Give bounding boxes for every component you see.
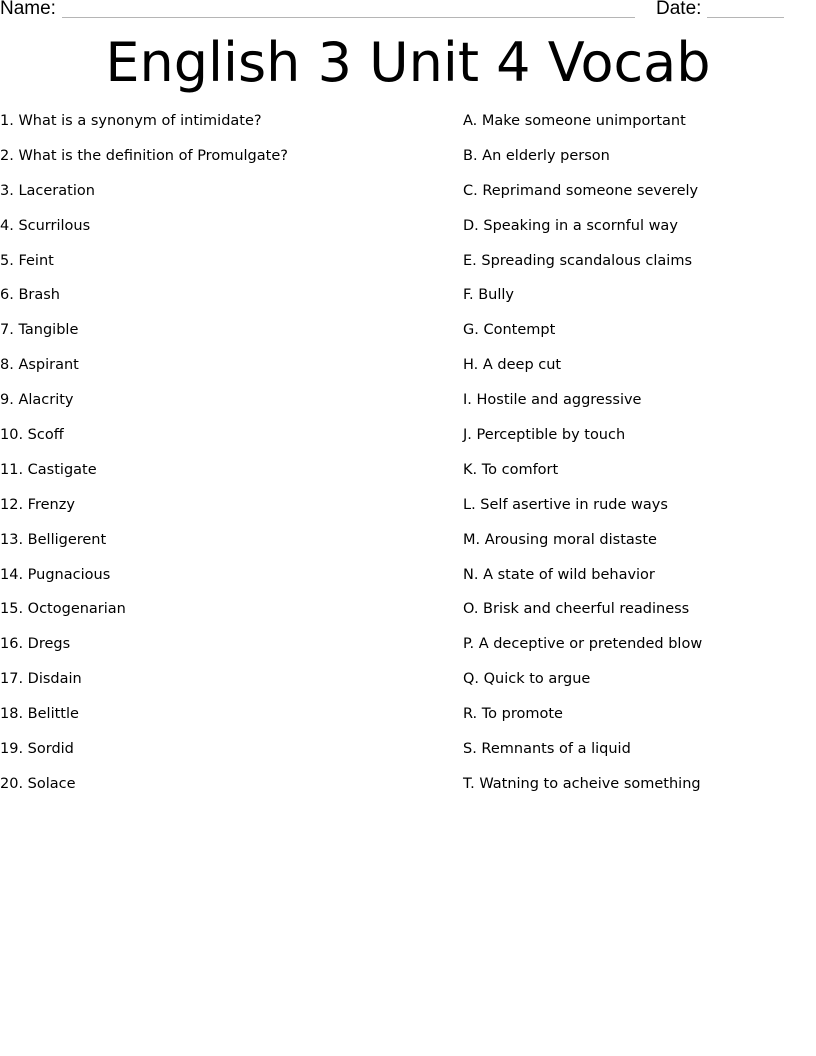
answer-item: S. Remnants of a liquid bbox=[463, 741, 631, 758]
answer-item: B. An elderly person bbox=[463, 147, 610, 164]
question-item: 14. Pugnacious bbox=[0, 566, 111, 583]
answer-item: M. Arousing moral distaste bbox=[463, 531, 657, 548]
question-item: 8. Aspirant bbox=[0, 357, 79, 374]
answer-item: C. Reprimand someone severely bbox=[463, 182, 699, 199]
question-item: 6. Brash bbox=[0, 287, 60, 304]
question-item: 11. Castigate bbox=[0, 461, 97, 478]
question-item: 1. What is a synonym of intimidate? bbox=[0, 113, 262, 129]
page-title: English 3 Unit 4 Vocab bbox=[105, 31, 711, 94]
answer-item: T. Watning to acheive something bbox=[463, 775, 701, 792]
answer-item: D. Speaking in a scornful way bbox=[463, 217, 678, 234]
answer-item: K. To comfort bbox=[463, 461, 559, 478]
question-item: 3. Laceration bbox=[0, 182, 95, 199]
question-item: 15. Octogenarian bbox=[0, 601, 126, 618]
answer-list bbox=[463, 111, 813, 809]
answer-item: A. Make someone unimportant bbox=[463, 113, 686, 129]
answer-item: J. Perceptible by touch bbox=[463, 427, 626, 444]
answer-item: E. Spreading scandalous claims bbox=[463, 252, 693, 269]
worksheet-header bbox=[0, 0, 790, 24]
question-list bbox=[0, 111, 440, 809]
question-item: 5. Feint bbox=[0, 252, 54, 269]
question-item: 20. Solace bbox=[0, 775, 76, 792]
question-item: 16. Dregs bbox=[0, 636, 71, 653]
answer-item: G. Contempt bbox=[463, 322, 556, 339]
answer-item: Q. Quick to argue bbox=[463, 671, 591, 688]
answer-item: R. To promote bbox=[463, 706, 563, 723]
question-item: 2. What is the definition of Promulgate? bbox=[0, 147, 288, 164]
question-item: 19. Sordid bbox=[0, 741, 74, 758]
question-item: 4. Scurrilous bbox=[0, 217, 91, 234]
question-item: 18. Belittle bbox=[0, 706, 79, 723]
question-item: 17. Disdain bbox=[0, 671, 82, 688]
answer-item: O. Brisk and cheerful readiness bbox=[463, 601, 690, 618]
answer-item: H. A deep cut bbox=[463, 357, 562, 374]
answer-item: N. A state of wild behavior bbox=[463, 566, 655, 583]
question-item: 9. Alacrity bbox=[0, 392, 74, 409]
answer-item: L. Self asertive in rude ways bbox=[463, 496, 668, 513]
date-label: Date: bbox=[656, 0, 702, 19]
answer-item: P. A deceptive or pretended blow bbox=[463, 636, 703, 653]
answer-item: F. Bully bbox=[463, 287, 515, 304]
name-blank-line bbox=[62, 17, 635, 18]
question-item: 7. Tangible bbox=[0, 322, 79, 339]
answer-item: I. Hostile and aggressive bbox=[463, 392, 642, 409]
name-label: Name: bbox=[0, 0, 56, 19]
question-item: 13. Belligerent bbox=[0, 531, 107, 548]
date-blank-line bbox=[707, 17, 784, 18]
question-item: 10. Scoff bbox=[0, 427, 64, 444]
question-item: 12. Frenzy bbox=[0, 496, 75, 513]
